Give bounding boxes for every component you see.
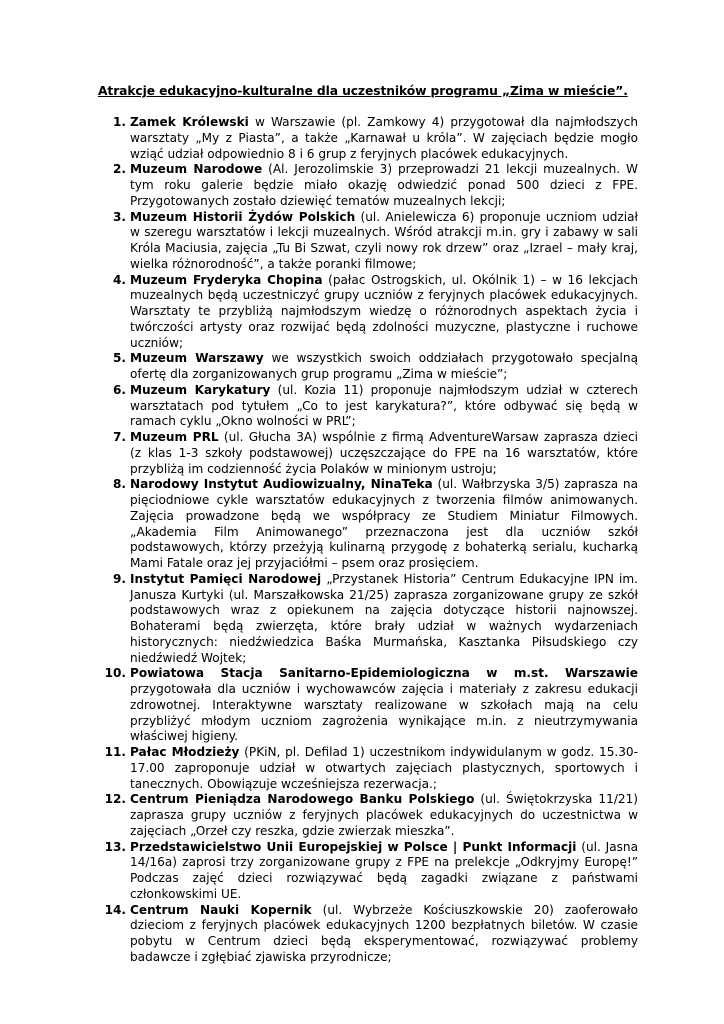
institution-name: Centrum Nauki Kopernik xyxy=(130,902,312,917)
item-number: 3. xyxy=(112,209,126,224)
list-item xyxy=(100,572,638,667)
list-item xyxy=(100,430,638,477)
item-description: (ul. Wybrzeże Kościuszkowskie 20) zaoferowało dzieciom z feryjnych placówek edukacyjnych 1200 bezpłatnych biletów. W czasie pobytu w Centrum dzieci będą eksperymentować, rozwiązywać problemy badawcze i zgłębiać zjawiska przyrodnicze; xyxy=(130,902,638,964)
institution-name: Muzeum Karykatury xyxy=(130,382,271,397)
institution-name: Powiatowa Stacja Sanitarno-Epidemiologiczna w m.st. Warszawie xyxy=(130,666,638,681)
document-title: Atrakcje edukacyjno-kulturalne dla uczestników programu „Zima w mieście”. xyxy=(98,84,628,98)
institution-name: Zamek Królewski xyxy=(130,115,249,129)
item-number: 12. xyxy=(104,792,126,807)
item-number: 11. xyxy=(104,745,126,759)
item-description: (ul. Jasna 14/16a) zaprosi trzy zorganizowane grupy z FPE na prelekcje „Odkryjmy Europę!” Podczas zajęć dzieci rozwiązywać będą zagadki związane z państwami członkowskimi UE. xyxy=(130,839,638,901)
list-item xyxy=(100,351,638,383)
institution-name: Centrum Pieniądza Narodowego Banku Polskiego xyxy=(130,792,475,807)
item-number: 9. xyxy=(112,571,126,586)
institution-name: Muzeum PRL xyxy=(130,430,219,444)
item-number: 8. xyxy=(112,477,126,492)
list-item xyxy=(100,666,638,745)
institution-name: Narodowy Instytut Audiowizualny, NinaTeka xyxy=(130,477,433,492)
item-number: 1. xyxy=(112,115,126,129)
institution-name: Muzeum Fryderyka Chopina xyxy=(130,272,323,287)
item-description: (ul. Głucha 3A) wspólnie z firmą AdventureWarsaw zaprasza dzieci (z klas 1-3 szkoły podstawowej) uczęszczające do FPE na 16 warsztatów, które przybliżą im codzienność życia Polaków w minionym ustroju; xyxy=(130,430,638,476)
list-item xyxy=(100,792,638,839)
item-description: (Al. Jerozolimskie 3) przeprowadzi 21 lekcji muzealnych. W tym roku galerie będzie miało okazję odwiedzić ponad 500 dzieci z FPE. Przygotowanych zostało dziewięć tematów muzealnych lekcji; xyxy=(130,162,638,208)
item-description: (ul. Świętokrzyska 11/21) zaprasza grupy uczniów z feryjnych placówek edukacyjnych do uczestnictwa w zajęciach „Orzeł czy reszka, gdzie zwierzak mieszka”. xyxy=(130,792,639,838)
list-item xyxy=(100,115,638,162)
attractions-list xyxy=(100,115,638,966)
list-item xyxy=(100,477,638,572)
item-number: 5. xyxy=(112,351,126,366)
list-item xyxy=(100,383,638,430)
item-description: we wszystkich swoich oddziałach przygotowało specjalną ofertę dla zorganizowanych grup programu „Zima w mieście”; xyxy=(130,351,638,381)
list-item xyxy=(100,162,638,209)
item-description: „Przystanek Historia” Centrum Edukacyjne IPN im. Janusza Kurtyki (ul. Marszałkowska 21/25) zaprasza zorganizowane grupy ze szkół podstawowych wraz z opiekunem na zajęcia dotyczące historii najnowszej. Bohaterami będą zwierzęta, które brały udział w ważnych wydarzeniach historycznych: niedźwiedzica Baśka Murmańska, Kasztanka Piłsudskiego czy niedźwiedź Wojtek; xyxy=(130,571,638,665)
institution-name: Pałac Młodzieży xyxy=(130,745,240,759)
institution-name: Muzeum Historii Żydów Polskich xyxy=(130,209,356,224)
item-description: przygotowała dla uczniów i wychowawców zajęcia i materiały z zakresu edukacji zdrowotnej. Interaktywne warsztaty realizowane w szkołach mają na celu przybliżyć młodym uczniom zagrożenia wynikające m.in. z nieutrzymywania właściwej higieny. xyxy=(130,682,638,744)
institution-name: Muzeum Narodowe xyxy=(130,162,263,177)
item-description: (pałac Ostrogskich, ul. Okólnik 1) – w 16 lekcjach muzealnych będą uczestniczyć grupy uczniów z feryjnych placówek edukacyjnych. Warsztaty te przybliżą najmłodszym wiedzę o różnorodnych aspektach życia i twórczości artysty oraz rozwijać będą zdolności muzyczne, plastyczne i ruchowe uczniów; xyxy=(130,272,638,350)
list-item xyxy=(100,745,638,792)
institution-name: Instytut Pamięci Narodowej xyxy=(130,571,322,586)
item-number: 4. xyxy=(112,272,126,287)
item-description: (ul. Kozia 11) proponuje najmłodszym udział w czterech warsztatach pod tytułem „Co to jest karykatura?”, które odbywać się będą w ramach cyklu „Okno wolności w PRL”; xyxy=(130,382,638,429)
list-item xyxy=(100,210,638,273)
item-number: 14. xyxy=(104,902,126,917)
institution-name: Muzeum Warszawy xyxy=(130,351,264,366)
item-description: (ul. Wałbrzyska 3/5) zaprasza na pięciodniowe cykle warsztatów edukacyjnych z tworzenia filmów animowanych. Zajęcia prowadzone będą we współpracy ze Studiem Miniatur Filmowych. „Akademia Film Animowanego” przeznaczona jest dla uczniów szkół podstawowych, którzy przeżyją kulinarną przygodę z bohaterką serialu, kucharką Mami Fatale oraz jej przyjaciółmi – psem oraz prosięciem. xyxy=(130,477,638,570)
item-number: 7. xyxy=(112,430,126,444)
item-number: 13. xyxy=(104,839,126,854)
item-number: 10. xyxy=(104,666,126,681)
item-number: 2. xyxy=(112,162,126,177)
list-item xyxy=(100,840,638,903)
item-description: w Warszawie (pl. Zamkowy 4) przygotował dla najmłodszych warsztaty „My z Piasta”, a także „Karnawał u króla”. W zajęciach będzie mogło wziąć udział odpowiednio 8 i 6 grup z feryjnych placówek edukacyjnych. xyxy=(130,115,638,161)
item-number: 6. xyxy=(112,382,126,397)
item-description: (ul. Anielewicza 6) proponuje uczniom udział w szeregu warsztatów i lekcji muzealnych. Wśród atrakcji m.in. gry i zabawy w sali Króla Maciusia, zajęcia „Tu Bi Szwat, czyli nowy rok drzew” oraz „Izrael – mały kraj, wielka różnorodność”, a także poranki filmowe; xyxy=(130,209,638,271)
item-description: (PKiN, pl. Defilad 1) uczestnikom indywidulanym w godz. 15.30-17.00 zaproponuje udział w otwartych zajęciach plastycznych, sportowych i tanecznych. Obowiązuje wcześniejsza rezerwacja.; xyxy=(130,745,638,791)
list-item xyxy=(100,273,638,352)
list-item xyxy=(100,903,638,966)
institution-name: Przedstawicielstwo Unii Europejskiej w Polsce | Punkt Informacji xyxy=(130,839,577,854)
